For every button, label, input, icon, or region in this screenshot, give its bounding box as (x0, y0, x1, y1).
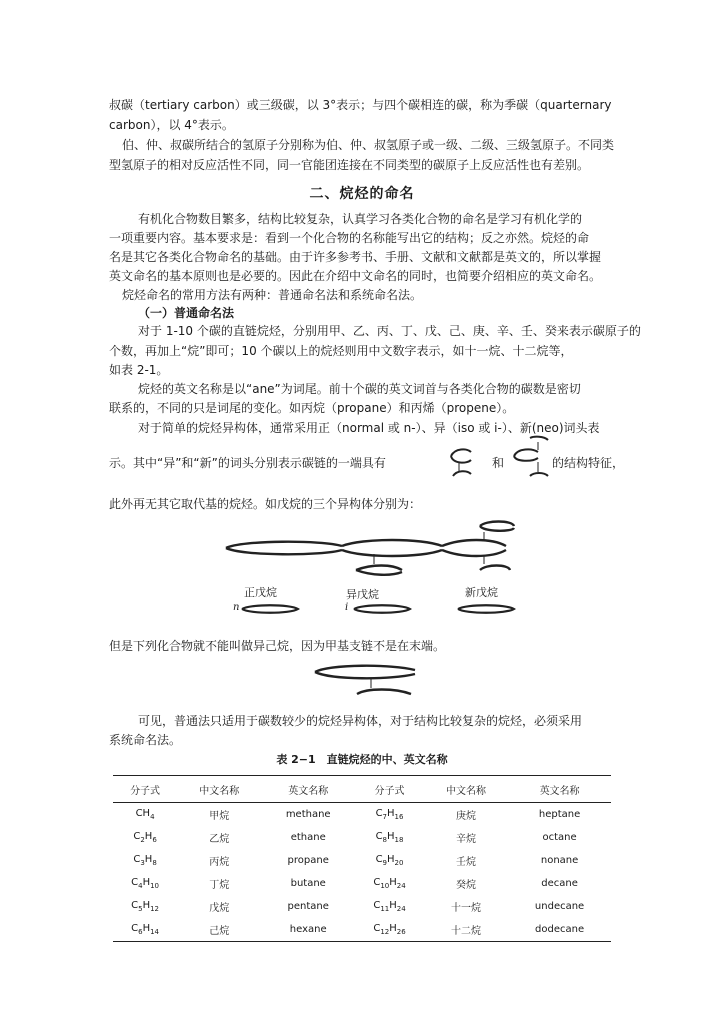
text-line: 叔碳（tertiary carbon）或三级碳，以 3°表示；与四个碳相连的碳，称为季碳（quarternary (109, 98, 612, 112)
text-line: 的结构特征， (552, 456, 625, 470)
table-row (113, 895, 611, 918)
chinese-name-cell: 丁烷 (209, 880, 230, 891)
formula-cell: $C_{11}H_{24}$ (373, 900, 406, 913)
table-caption: 表 2−1 直链烷烃的中、英文名称 (276, 753, 448, 766)
formula-cell: $C_7H_{16}$ (375, 808, 404, 821)
text-line: 有机化合物数目繁多，结构比较复杂，认真学习各类化合物的命名是学习有机化学的 (138, 212, 583, 226)
table-row (113, 803, 611, 827)
column-header: 分子式 (113, 776, 177, 803)
table-row (113, 849, 611, 872)
english-name-cell: propane (287, 855, 329, 866)
subsection-title: （一）普通命名法 (138, 306, 235, 320)
chinese-name-cell: 戊烷 (209, 903, 230, 914)
chinese-name-cell: 壬烷 (456, 857, 477, 868)
text-line: 伯、仲、叔碳所结合的氢原子分别称为伯、仲、叔氢原子或一级、二级、三级氢原子。不同类 (122, 138, 615, 152)
english-name-cell: octane (542, 832, 577, 843)
chinese-name-cell: 十二烷 (424, 918, 508, 942)
text-line: 英文命名的基本原则也是必要的。因此在介绍中文命名的同时，也简要介绍相应的英文命名。 (109, 269, 602, 283)
isopropyl-end-structure (445, 440, 485, 488)
formula-cell: $C_{12}H_{26}$ (355, 918, 424, 942)
formula-cell: $C_2H_6$ (133, 831, 157, 844)
text-line: 可见，普通法只适用于碳数较少的烷烃异构体，对于结构比较复杂的烷烃，必须采用 (138, 714, 583, 728)
english-name-cell: methane (285, 809, 331, 820)
formula-cell: $C_9H_{20}$ (375, 854, 404, 867)
table-row (113, 918, 611, 942)
text-line: 示。其中“异”和“新”的词头分别表示碳链的一端具有 (109, 456, 386, 470)
chinese-name-cell: 癸烷 (456, 880, 477, 891)
n-pentane-structure (240, 603, 300, 615)
column-header: 中文名称 (424, 776, 508, 803)
formula-cell: $C_8H_{18}$ (375, 831, 404, 844)
english-name-cell: decane (541, 878, 578, 889)
text-line: 系统命名法。 (109, 733, 182, 747)
section-title: 二、烷烃的命名 (309, 186, 415, 202)
isomer-label-neopentane: 新戊烷 (465, 586, 498, 599)
chinese-name-cell: 乙烷 (209, 834, 230, 845)
column-header: 英文名称 (508, 776, 611, 803)
chinese-name-cell: 十一烷 (451, 903, 482, 914)
formula-cell: $C_{10}H_{24}$ (373, 877, 406, 890)
column-header: 英文名称 (261, 776, 355, 803)
english-name-cell: hexane (261, 918, 355, 942)
text-line: 烷烃命名的常用方法有两种：普通命名法和系统命名法。 (122, 288, 423, 302)
text-line: 对于简单的烷烃异构体，通常采用正（normal 或 n-）、异（iso 或 i-）、新(neo)词头表 (138, 421, 600, 435)
formula-cell: $CH_4$ (135, 808, 155, 821)
formula-cell: $C_5H_{12}$ (131, 900, 160, 913)
chinese-name-cell: 庚烷 (456, 811, 477, 822)
text-line: 个数，再加上“烷”即可；10 个碳以上的烷烃则用中文数字表示，如十一烷、十二烷等， (109, 344, 573, 358)
english-name-cell: butane (290, 878, 326, 889)
english-name-cell: nonane (540, 855, 579, 866)
isomer-prefix-i: i (345, 602, 349, 613)
text-line: 一项重要内容。基本要求是：看到一个化合物的名称能写出它的结构；反之亦然。烷烃的命 (109, 231, 590, 245)
neopentane-structure (456, 603, 516, 615)
chinese-name-cell: 己烷 (177, 918, 261, 942)
chinese-name-cell: 甲烷 (209, 811, 230, 822)
formula-cell: $C_3H_8$ (133, 854, 157, 867)
pentane-isomer-structures (222, 518, 522, 580)
column-header: 分子式 (355, 776, 424, 803)
text-line: 如表 2-1。 (109, 363, 169, 377)
alkane-names-table (113, 775, 611, 942)
chinese-name-cell: 丙烷 (209, 857, 230, 868)
english-name-cell: ethane (290, 832, 326, 843)
text-line: 名是其它各类化合物命名的基础。由于许多参考书、手册、文献和文献都是英文的，所以掌握 (109, 250, 602, 264)
text-line: 但是下列化合物就不能叫做异己烷，因为甲基支链不是在末端。 (109, 639, 446, 653)
isomer-label-isopentane: 异戊烷 (346, 588, 379, 601)
column-header: 中文名称 (177, 776, 261, 803)
english-name-cell: heptane (538, 809, 581, 820)
isopentane-structure (352, 603, 412, 615)
formula-cell: $C_4H_{10}$ (131, 877, 160, 890)
text-line: 烷烃的英文名称是以“ane”为词尾。前十个碳的英文词首与各类化合物的碳数是密切 (138, 382, 581, 396)
english-name-cell: undecane (534, 901, 585, 912)
english-name-cell: dodecane (508, 918, 611, 942)
formula-cell: $C_6H_{14}$ (113, 918, 177, 942)
text-line: 型氢原子的相对反应活性不同，同一官能团连接在不同类型的碳原子上反应活性也有差别。 (109, 158, 590, 172)
methylpentane-structure (311, 660, 421, 702)
text-line: carbon），以 4°表示。 (109, 118, 234, 132)
chinese-name-cell: 辛烷 (456, 834, 477, 845)
isomer-prefix-n: n (233, 602, 240, 613)
text-line: 联系的，不同的只是词尾的变化。如丙烷（propane）和丙烯（propene）。 (109, 401, 515, 415)
text-line: 和 (492, 456, 505, 470)
tert-butyl-end-structure (508, 432, 552, 488)
table-row (113, 826, 611, 849)
table-row (113, 872, 611, 895)
text-line: 此外再无其它取代基的烷烃。如戊烷的三个异构体分别为： (109, 497, 422, 511)
table-header-row (113, 776, 611, 803)
english-name-cell: pentane (287, 901, 329, 912)
text-line: 对于 1-10 个碳的直链烷烃，分别用甲、乙、丙、丁、戊、己、庚、辛、壬、癸来表示碳原子的 (138, 324, 641, 338)
isomer-label-n-pentane: 正戊烷 (244, 586, 277, 599)
